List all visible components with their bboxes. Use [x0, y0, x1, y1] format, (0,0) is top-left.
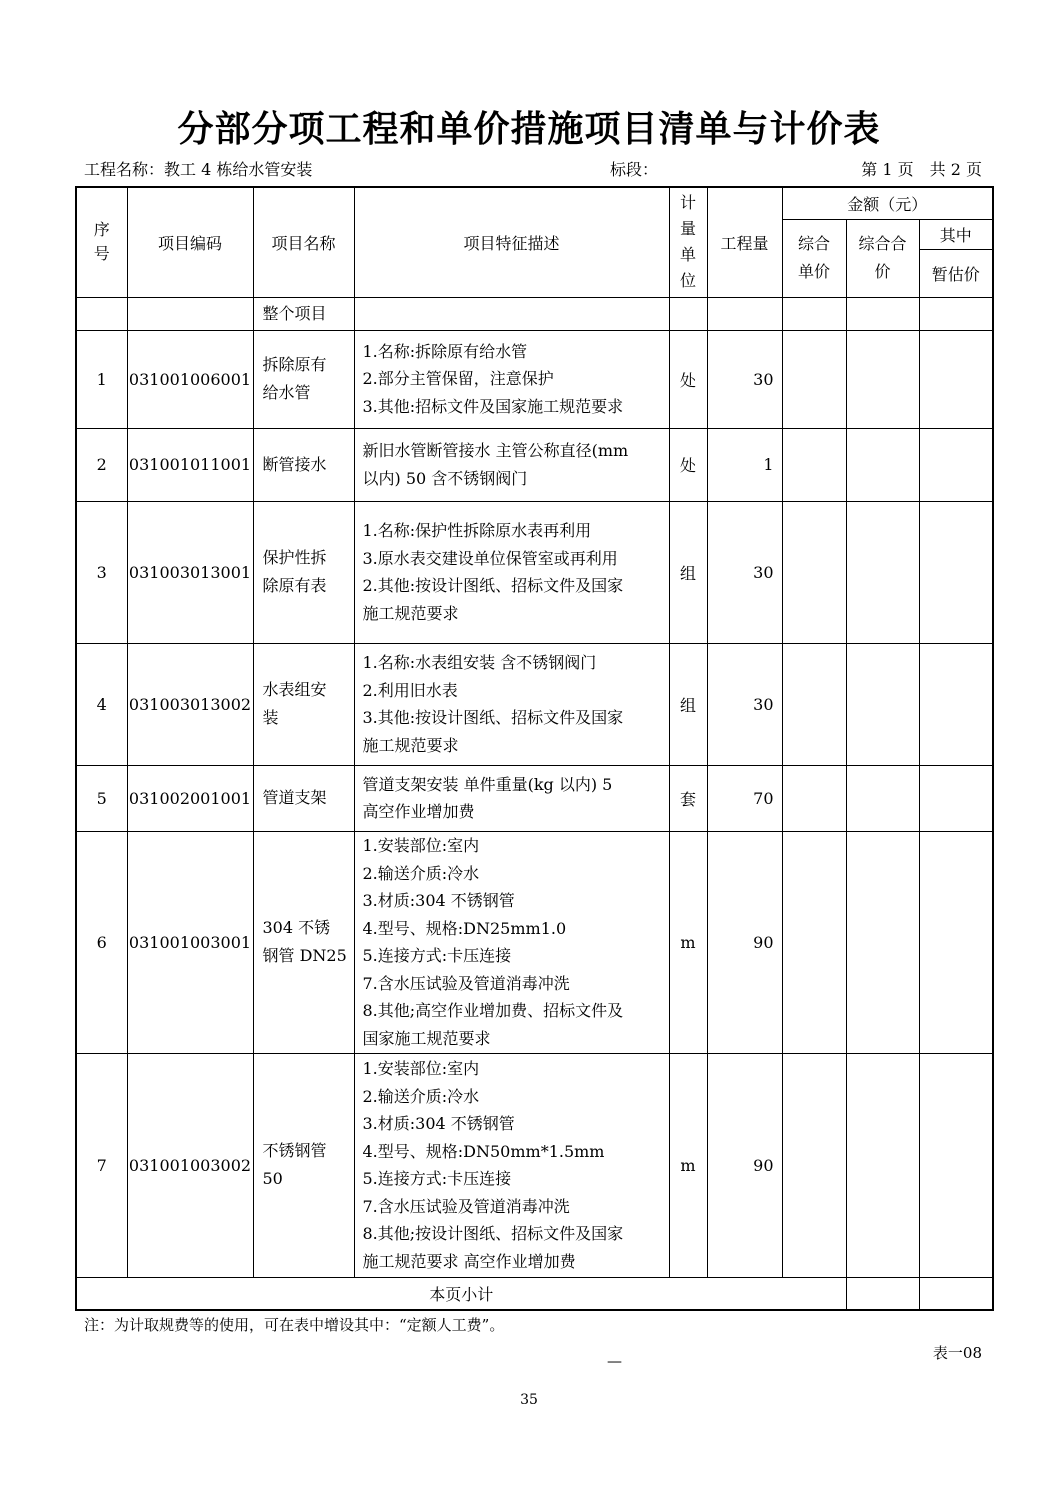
page-title: 分部分项工程和单价措施项目清单与计价表 — [177, 108, 881, 150]
table-meta — [84, 158, 982, 182]
header-row-1 — [76, 187, 993, 219]
cell-total-price — [846, 330, 919, 428]
cell-unit-price — [782, 765, 846, 831]
cell-seq: 3 — [76, 501, 127, 643]
cell-total-price — [846, 501, 919, 643]
cell-qty: 70 — [707, 765, 782, 831]
header-provisional: 暂估价 — [919, 249, 993, 297]
cell-name: 不锈钢管 50 — [253, 1053, 354, 1277]
page-indicator: 第 1 页 共 2 页 — [861, 160, 982, 179]
cell-desc: 1.安装部位:室内 2.输送介质:冷水 3.材质:304 不锈钢管 4.型号、规格:DN25mm1.0 5.连接方式:卡压连接 7.含水压试验及管道消毒冲洗 8.其他;高空作业增加费、招标文件及 国家施工规范要求 — [354, 831, 669, 1053]
table-row — [76, 330, 993, 428]
table-row — [76, 831, 993, 1053]
cell-seq: 4 — [76, 643, 127, 765]
cell-desc: 1.名称:水表组安装 含不锈钢阀门 2.利用旧水表 3.其他:按设计图纸、招标文件及国家 施工规范要求 — [354, 643, 669, 765]
table-row — [76, 765, 993, 831]
cell-provisional — [919, 1053, 993, 1277]
cell-name: 管道支架 — [253, 765, 354, 831]
cell-code: 031001006001 — [127, 330, 253, 428]
project-name: 工程名称：教工 4 栋给水管安装 — [84, 160, 313, 179]
cell-code: 031001003002 — [127, 1053, 253, 1277]
group-label: 整个项目 — [253, 297, 354, 330]
cell-code: 031003013002 — [127, 643, 253, 765]
cell-name: 保护性拆 除原有表 — [253, 501, 354, 643]
cell-code: 031001003001 — [127, 831, 253, 1053]
cell-unit-price — [782, 1053, 846, 1277]
cell-name: 拆除原有 给水管 — [253, 330, 354, 428]
cell-total-price — [846, 1053, 919, 1277]
cell-unit: 组 — [669, 501, 707, 643]
table-row — [76, 1053, 993, 1277]
table-row — [76, 501, 993, 643]
header-qty: 工程量 — [707, 187, 782, 297]
cell-desc: 1.安装部位:室内 2.输送介质:冷水 3.材质:304 不锈钢管 4.型号、规格:DN50mm*1.5mm 5.连接方式:卡压连接 7.含水压试验及管道消毒冲洗 8.其他;按设计图纸、招标文件及国家 施工规范要求 高空作业增加费 — [354, 1053, 669, 1277]
bill-table — [75, 186, 994, 1311]
header-code: 项目编码 — [127, 187, 253, 297]
cell-code: 031003013001 — [127, 501, 253, 643]
cell-name: 304 不锈 钢管 DN25 — [253, 831, 354, 1053]
cell-seq: 2 — [76, 428, 127, 501]
cell-qty: 30 — [707, 643, 782, 765]
cell-total-price — [846, 831, 919, 1053]
cell-provisional — [919, 501, 993, 643]
cell-code: 031002001001 — [127, 765, 253, 831]
page-number: 35 — [520, 1392, 538, 1408]
cell-seq: 5 — [76, 765, 127, 831]
cell-unit-price — [782, 831, 846, 1053]
cell-unit: 套 — [669, 765, 707, 831]
cell-qty: 90 — [707, 831, 782, 1053]
header-unit: 计 量 单 位 — [669, 187, 707, 297]
cell-qty: 30 — [707, 501, 782, 643]
cell-qty: 30 — [707, 330, 782, 428]
table-number: 表一08 — [932, 1344, 982, 1362]
cell-provisional — [919, 643, 993, 765]
cell-seq: 6 — [76, 831, 127, 1053]
header-total-price: 综合合 价 — [846, 219, 919, 297]
cell-seq: 1 — [76, 330, 127, 428]
cell-desc: 新旧水管断管接水 主管公称直径(mm 以内) 50 含不锈钢阀门 — [354, 428, 669, 501]
cell-qty: 1 — [707, 428, 782, 501]
subtotal-label: 本页小计 — [76, 1277, 846, 1310]
header-name: 项目名称 — [253, 187, 354, 297]
cell-provisional — [919, 831, 993, 1053]
cell-provisional — [919, 330, 993, 428]
cell-unit: m — [669, 1053, 707, 1277]
header-seq: 序 号 — [76, 187, 127, 297]
cell-code: 031001011001 — [127, 428, 253, 501]
cell-name: 水表组安 装 — [253, 643, 354, 765]
cell-desc: 1.名称:保护性拆除原水表再利用 3.原水表交建设单位保管室或再利用 2.其他:按设计图纸、招标文件及国家 施工规范要求 — [354, 501, 669, 643]
dash-mark: — — [607, 1352, 622, 1370]
table-row — [76, 643, 993, 765]
section-label: 标段： — [610, 160, 659, 179]
cell-unit-price — [782, 330, 846, 428]
cell-name: 断管接水 — [253, 428, 354, 501]
cell-qty: 90 — [707, 1053, 782, 1277]
cell-total-price — [846, 428, 919, 501]
cell-unit: m — [669, 831, 707, 1053]
cell-unit-price — [782, 643, 846, 765]
cell-total-price — [846, 643, 919, 765]
cell-provisional — [919, 428, 993, 501]
cell-unit: 处 — [669, 330, 707, 428]
table-row — [76, 428, 993, 501]
cell-seq: 7 — [76, 1053, 127, 1277]
header-unit-price: 综合 单价 — [782, 219, 846, 297]
subtotal-row — [76, 1277, 993, 1310]
cell-provisional — [919, 765, 993, 831]
cell-unit-price — [782, 501, 846, 643]
cell-total-price — [846, 765, 919, 831]
cell-desc: 管道支架安装 单件重量(kg 以内) 5 高空作业增加费 — [354, 765, 669, 831]
footnote: 注：为计取规费等的使用，可在表中增设其中：“定额人工费”。 — [84, 1316, 505, 1334]
cell-unit: 处 — [669, 428, 707, 501]
header-amount: 金额（元） — [782, 187, 993, 219]
cell-unit: 组 — [669, 643, 707, 765]
group-row — [76, 297, 993, 330]
cell-desc: 1.名称:拆除原有给水管 2.部分主管保留，注意保护 3.其他:招标文件及国家施工规范要求 — [354, 330, 669, 428]
header-of-which: 其中 — [919, 219, 993, 249]
header-desc: 项目特征描述 — [354, 187, 669, 297]
cell-unit-price — [782, 428, 846, 501]
